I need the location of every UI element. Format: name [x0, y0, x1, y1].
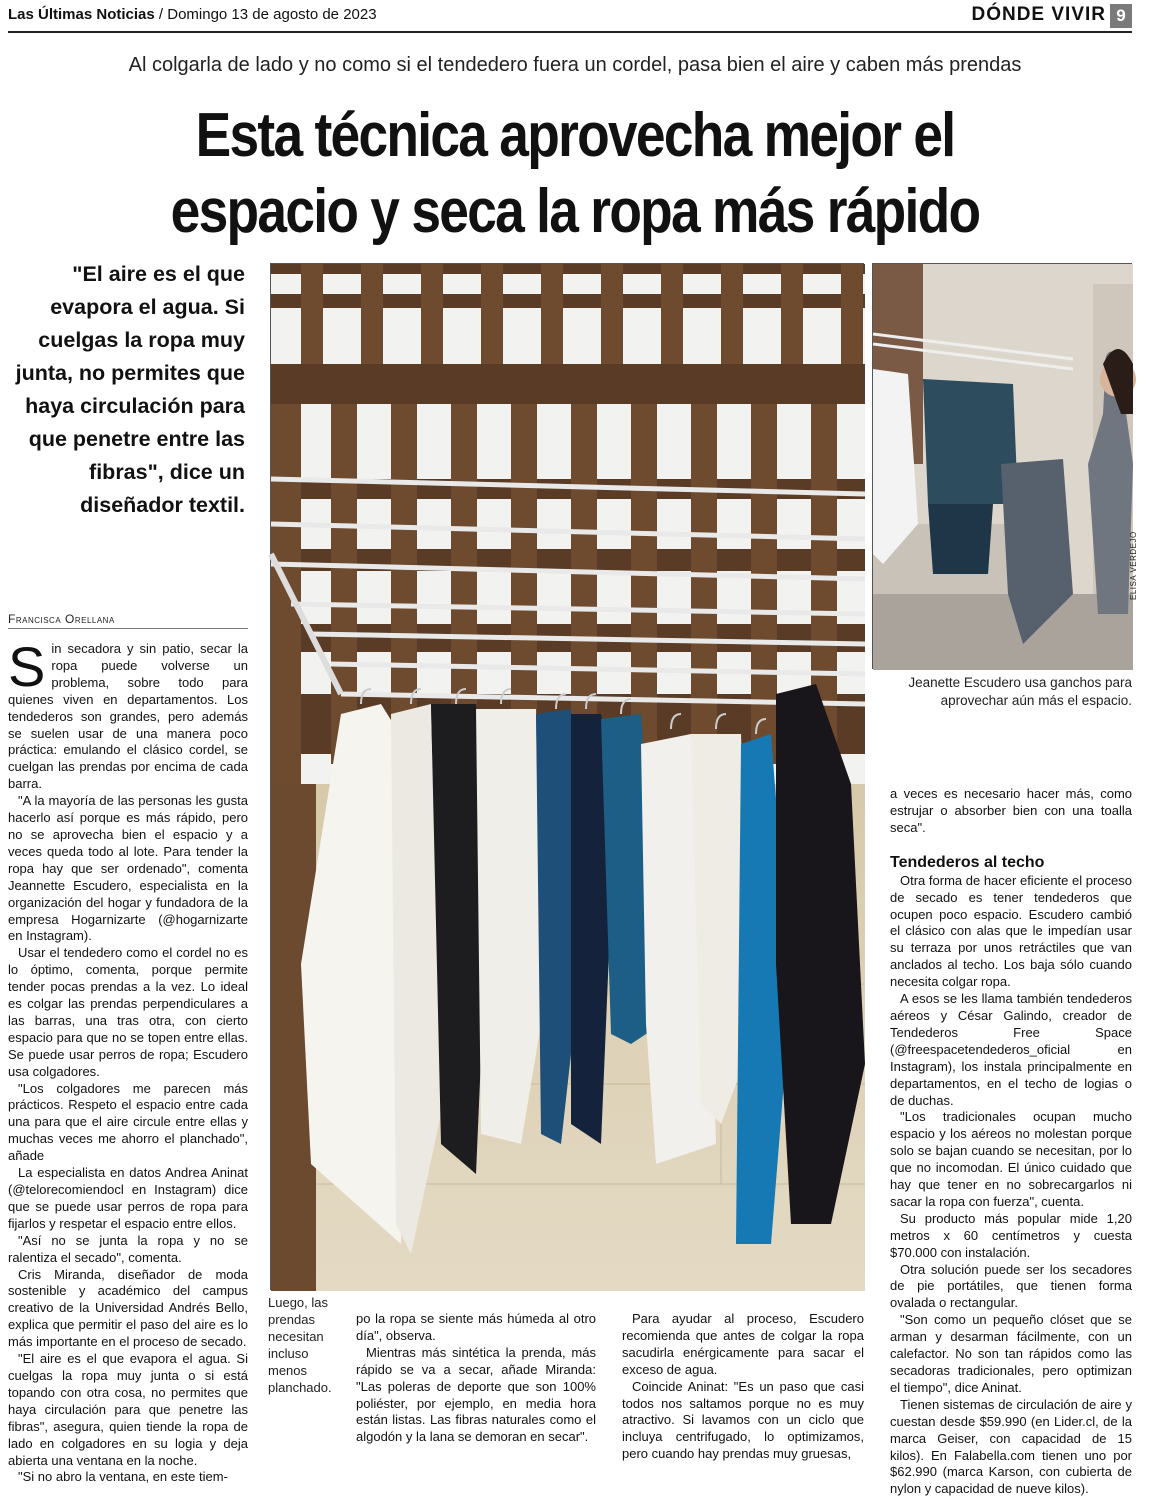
paragraph: a veces es necesario hacer más, como estrujar o absorber bien con una toalla seca". — [890, 786, 1132, 835]
paragraph: A esos se les llama también tendederos aéreos y César Galindo, creador de Tendederos Free Space (@freespacetendederos_oficial en Instagram), los instala principalmente en departamentos, en el techo de logias o de duchas. — [890, 991, 1132, 1108]
paragraph: La especialista en datos Andrea Aninat (@telorecomiendocl en Instagram) dice que se puede usar perros de ropa para fijarlos y respetar el espacio entre ellos. — [8, 1165, 248, 1231]
paragraph: Mientras más sintética la prenda, más rápido se va a secar, añade Miranda: "Las poleras de deporte que son 100% poliéster, por ejemplo, en media hora están listas. Las fibras naturales como el algodón y la lana se demoran en secar". — [356, 1344, 596, 1445]
page-header-info — [8, 6, 377, 24]
kicker: Al colgarla de lado y no como si el tendedero fuera un cordel, pasa bien el aire y caben más prendas — [128, 54, 1022, 76]
main-photo-caption: Luego, las prendas necesitan incluso menos planchado. — [268, 1295, 332, 1395]
paragraph: Otra solución puede ser los secadores de pie portátiles, que tienen forma ovalada o rectangular. — [890, 1261, 1132, 1311]
paragraph: "Así no se junta la ropa y no se ralentiza el secado", comenta. — [8, 1232, 248, 1265]
paragraph: Tienen sistemas de circulación de aire y cuestan desde $59.990 (en Lider.cl, de la marca Geiser, con capacidad de 15 kilos). En Falabella.com tienen uno por $62.990 (marca Karson, con cubierta de nylon y capacidad de nueve kilos). — [890, 1396, 1132, 1497]
article-column-3 — [622, 1311, 864, 1463]
paragraph: Coincide Aninat: "Es un paso que casi todos nos saltamos porque no es muy atractivo. Si lavamos con un ciclo que incluya centrifugado, lo optimizamos, pero cuando hay prendas muy gruesas, — [622, 1378, 864, 1462]
woman-hanging-clothes-illustration — [873, 264, 1133, 670]
paragraph: "A la mayoría de las personas les gusta hacerlo así porque es más rápido, pero no se aprovecha bien el espacio y a veces queda todo al lote. Para tender la ropa hay que ser ordenado", comenta Jeannette Escudero, especialista en la organización del hogar y fundadora de la empresa Hogarnizarte (@hogarnizarte en Instagram). — [8, 793, 248, 944]
paragraph: Cris Miranda, diseñador de moda sostenible y académico del campus creativo de la Universidad Andrés Bello, explica que permitir el paso del aire es lo más importante en el proceso de secado. — [8, 1266, 248, 1350]
paragraph: "Los colgadores me parecen más prácticos. Respeto el espacio entre cada una para que el aire circule entre ellas y muchas veces me ahorro el planchado", añade — [8, 1080, 248, 1164]
publication-date: Domingo 13 de agosto de 2023 — [167, 6, 377, 23]
pull-quote: "El aire es el que evapora el agua. Si cuelgas la ropa muy junta, no permites que haya circulación para que penetre entre las fibras", dice un diseñador textil. — [15, 262, 245, 517]
paragraph: "Los tradicionales ocupan mucho espacio y los aéreos no molestan porque solo se bajan cuando se necesitan, por lo que no incomodan. El único cuidado que hay que tener en no sobrecargarlos ni sacar la ropa con fuerza", cuenta. — [890, 1109, 1132, 1209]
paragraph: po la ropa se siente más húmeda al otro día", observa. — [356, 1311, 596, 1343]
page-number: 9 — [1110, 4, 1132, 28]
photo-credit: ELISA VERDEJO — [1129, 531, 1138, 600]
section-name: DÓNDE VIVIR — [971, 4, 1106, 25]
main-photo — [270, 263, 864, 1290]
paragraph: "El aire es el que evapora el agua. Si cuelgas la ropa muy junta o si está topando con otra cosa, no permites que haya circulación para que penetre las fibras", asegura, quien tiende la ropa de lado en colgadores en su logia y deja abierta una ventana en la noche. — [8, 1351, 248, 1468]
article-column-4 — [890, 786, 1132, 1498]
paragraph: Otra forma de hacer eficiente el proceso de secado es tener tendederos que ocupen poco espacio. Escudero cambió el clásico con alas que le impedían usar su terraza por unos retráctiles que van anclados al techo. Los baja sólo cuando necesita colgar ropa. — [890, 872, 1132, 990]
headline-line-2: espacio y seca la ropa más rápido — [170, 177, 980, 246]
side-photo-caption: Jeanette Escudero usa ganchos para aprovechar aún más el espacio. — [908, 675, 1132, 708]
subheading: Tendederos al techo — [890, 853, 1045, 871]
header-separator: / — [154, 6, 168, 23]
headline — [81, 98, 1070, 250]
paragraph: "Son como un pequeño clóset que se arman y desarman fácilmente, con un calefactor. No son tan rápidos como las secadoras tradicionales, pero optimizan el tiempo", dice Aninat. — [890, 1312, 1132, 1395]
byline: Francisca Orellana — [8, 612, 248, 629]
paragraph: "Si no abro la ventana, en este tiem- — [18, 1469, 228, 1485]
paragraph: Sin secadora y sin patio, secar la ropa puede volverse un problema, sobre todo para quienes viven en departamentos. Los tendederos son grandes, pero además se suelen usar de una manera poco práctica: emulando el clásico cordel, se cuelgan las prendas por encima de cada barra. — [8, 635, 248, 792]
paragraph: Para ayudar al proceso, Escudero recomienda que antes de colgar la ropa sacudirla enérgicamente para sacar el exceso de agua. — [622, 1311, 864, 1377]
headline-line-1: Esta técnica aprovecha mejor el — [195, 101, 955, 170]
article-column-2 — [356, 1311, 596, 1446]
clothes-rack-illustration — [271, 264, 865, 1291]
paragraph: Usar el tendedero como el cordel no es lo óptimo, comenta, porque permite tender pocas prendas a la vez. Lo ideal es colgar las prendas perpendiculares a las barras, una tras otra, con cierto espacio para que no se topen entre ellas. Se puede usar perros de ropa; Escudero usa colgadores. — [8, 945, 248, 1079]
publication-name: Las Últimas Noticias — [8, 6, 155, 23]
article-column-1 — [8, 635, 248, 1486]
side-photo — [872, 263, 1132, 669]
drop-cap: S — [8, 635, 46, 698]
header-rule — [8, 31, 1132, 33]
paragraph: Su producto más popular mide 1,20 metros x 60 centímetros y cuesta $70.000 con instalación. — [890, 1210, 1132, 1260]
